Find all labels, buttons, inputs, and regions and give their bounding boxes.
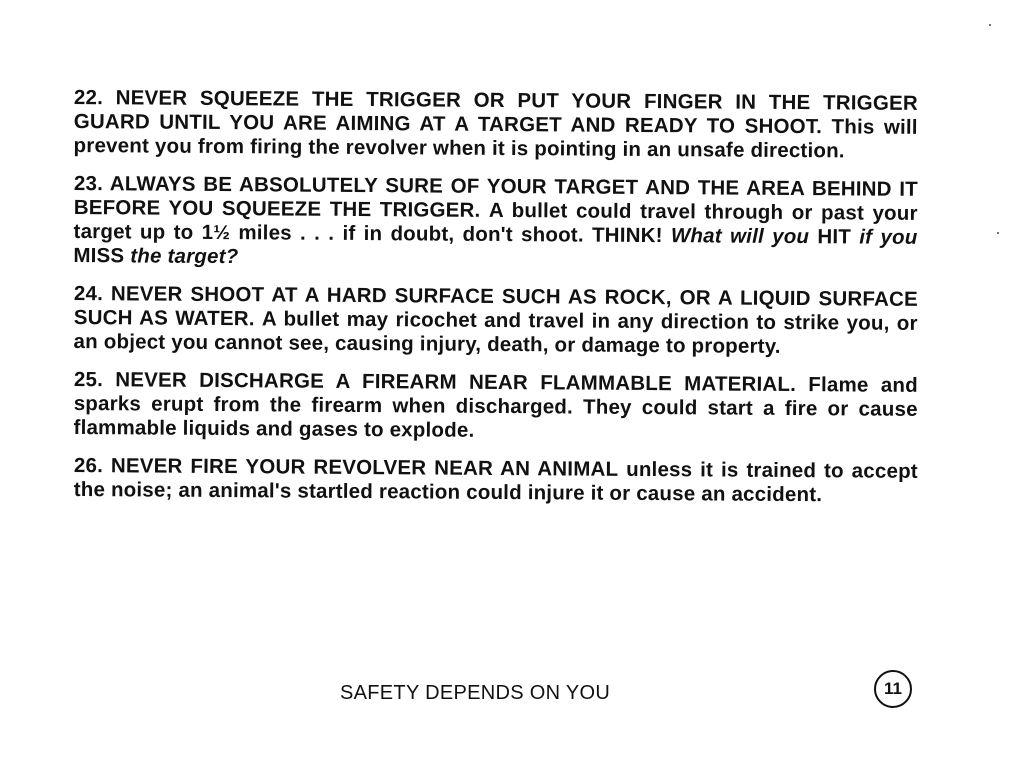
rule-23-question-part3: the target?	[130, 244, 239, 269]
safety-rules-list	[74, 86, 918, 516]
rule-22-lead: 22. NEVER SQUEEZE THE TRIGGER OR PUT YOUR FINGER IN THE TRIGGER GUARD UNTIL YOU ARE AIMING AT A TARGET AND READY TO SHOOT.	[73, 86, 918, 139]
rule-23-fraction: ½	[213, 221, 231, 245]
scan-speck	[997, 232, 999, 234]
scan-speck	[989, 24, 991, 26]
page-number-badge: 11	[874, 670, 912, 708]
rule-23-question-miss: MISS	[73, 243, 125, 268]
rule-26-body: unless it is trained to accept the noise; an animal's startled reaction could injure it or cause an accident.	[73, 457, 918, 507]
rule-26-lead: 26. NEVER FIRE YOUR REVOLVER NEAR AN ANIMAL	[73, 454, 619, 481]
rule-23-question-part1: What will you	[670, 224, 810, 249]
rule-23-body-after-fraction: miles . . . if in doubt, don't shoot.	[238, 221, 584, 247]
rule-22	[73, 86, 917, 164]
rule-25	[73, 368, 917, 446]
rule-23-question-hit: HIT	[817, 225, 852, 249]
rule-24	[73, 282, 917, 360]
footer-slogan: SAFETY DEPENDS ON YOU	[340, 682, 611, 704]
rule-23-think: THINK!	[591, 223, 663, 248]
rule-26	[74, 454, 918, 508]
rule-24-lead: 24. NEVER SHOOT AT A HARD SURFACE SUCH AS ROCK, OR A LIQUID SURFACE SUCH AS WATER.	[73, 282, 918, 331]
rule-23-body-before-fraction: A bullet could travel through or past your target up to 1	[73, 198, 918, 244]
rule-22-body: This will prevent you from firing the revolver when it is pointing in an unsafe direction.	[73, 115, 918, 163]
rule-25-lead: 25. NEVER DISCHARGE A FIREARM NEAR FLAMMABLE MATERIAL.	[73, 368, 797, 397]
rule-23-lead: 23. ALWAYS BE ABSOLUTELY SURE OF YOUR TARGET AND THE AREA BEHIND IT BEFORE YOU SQUEEZE THE TRIGGER.	[73, 172, 918, 222]
rule-25-body: Flame and sparks erupt from the firearm when discharged. They could start a fire or cause flammable liquids and gases to explode.	[73, 373, 918, 442]
rule-23-question-part2: if you	[859, 225, 918, 249]
rule-24-body: A bullet may ricochet and travel in any direction to strike you, or an object you cannot see, causing injury, death, or damage to property.	[73, 307, 918, 358]
rule-23	[73, 172, 918, 274]
